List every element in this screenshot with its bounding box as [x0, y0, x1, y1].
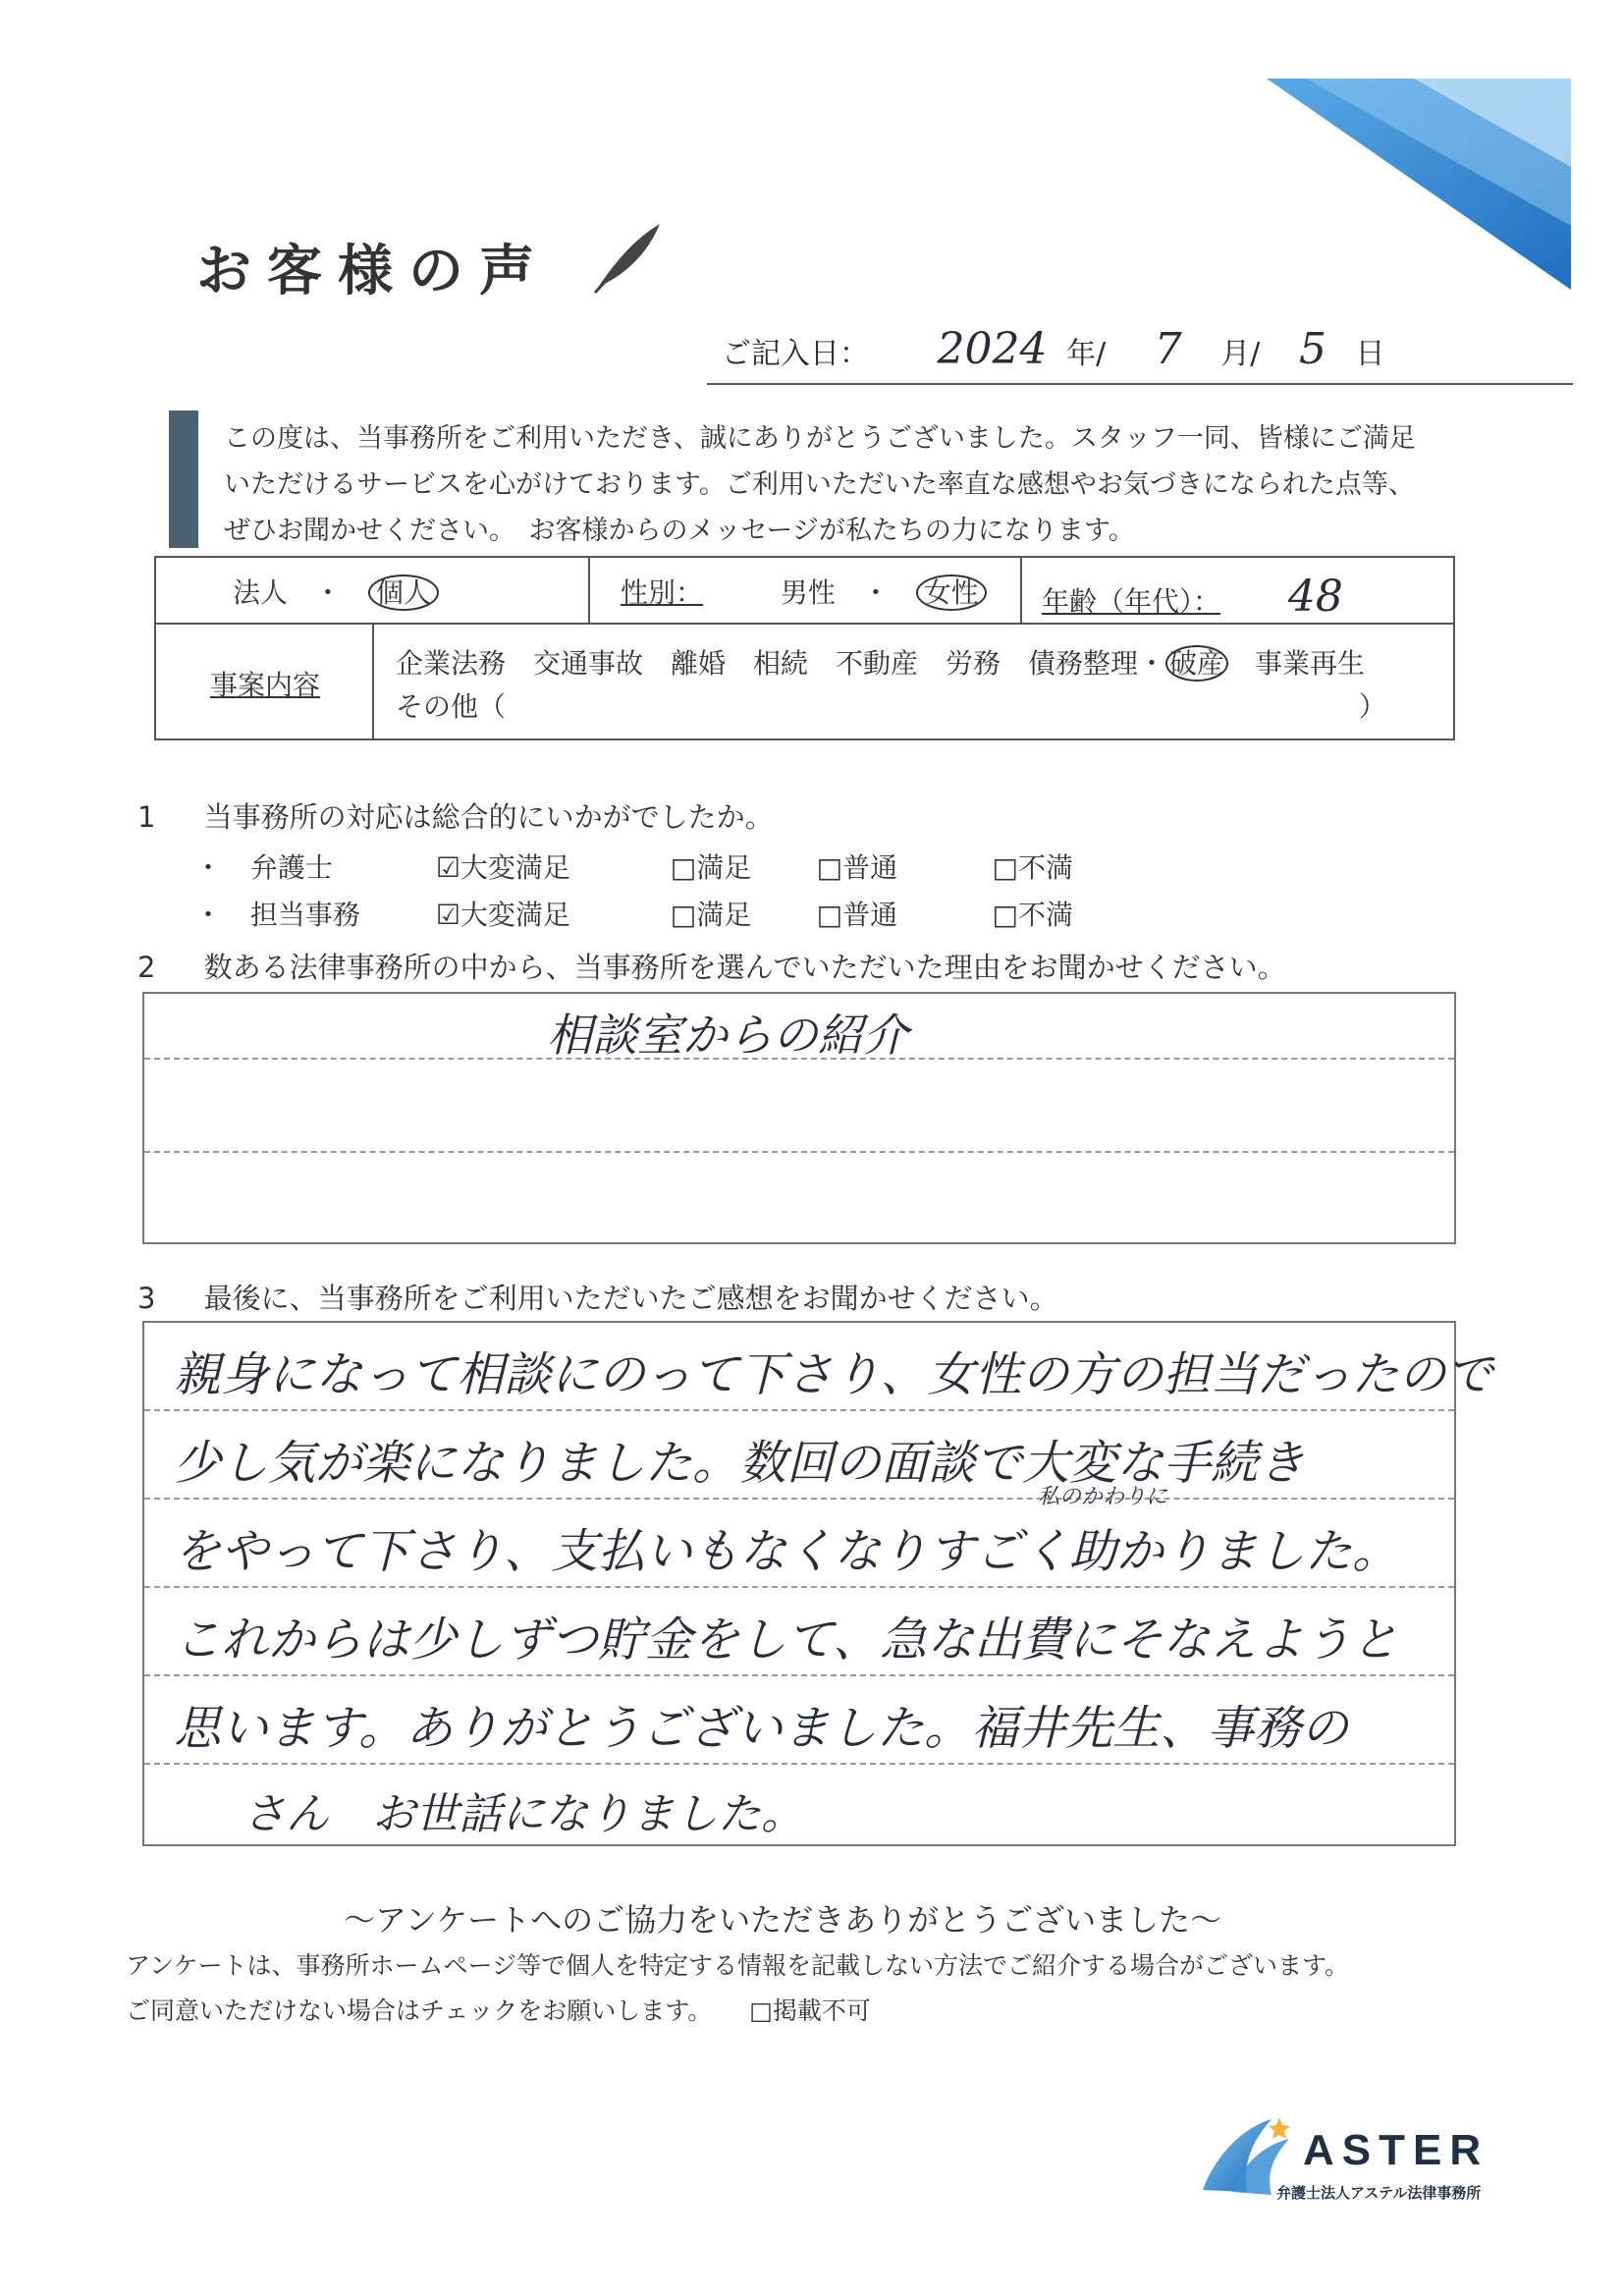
- date-month[interactable]: 7: [1154, 324, 1182, 374]
- q3-answer-box[interactable]: [142, 1321, 1493, 1846]
- q1-staff-satisfied[interactable]: □満足: [670, 899, 752, 931]
- age-value[interactable]: 48: [1287, 572, 1343, 622]
- q3-text: 最後に、当事務所をご利用いただいたご感想をお聞かせください。: [203, 1282, 1058, 1315]
- q1-row-staff: [194, 894, 1073, 933]
- male-option[interactable]: 男性: [780, 576, 836, 609]
- intro-line: いただけるサービスを心がけております。ご利用いただいた率直な感想やお気づきになられた点等、: [224, 469, 1415, 500]
- bullet: ・: [194, 899, 223, 931]
- case-label: 事案内容: [210, 669, 321, 701]
- q3-line: 少し気が楽になりました。数回の面談で大変な手続き: [174, 1436, 1306, 1491]
- intro-line: この度は、当事務所をご利用いただき、誠にありがとうございました。スタッフ一同、皆様にご満足: [224, 423, 1416, 454]
- consent-text: ご同意いただけない場合はチェックをお願いします。: [126, 1996, 713, 2025]
- q1-staff-normal[interactable]: □普通: [816, 899, 898, 931]
- q1-row-lawyer: [194, 847, 1073, 886]
- q2-answer: 相談室からの紹介: [547, 1009, 908, 1062]
- date-year[interactable]: 2024: [937, 324, 1048, 374]
- q1-lawyer-normal[interactable]: □普通: [816, 851, 898, 884]
- q1-staff-very-satisfied[interactable]: ☑大変満足: [435, 899, 570, 931]
- date-label: ご記入日：: [722, 337, 869, 371]
- rehab-option[interactable]: 事業再生: [1254, 647, 1365, 680]
- q1-lawyer-satisfied[interactable]: □満足: [670, 851, 752, 884]
- no-publish-checkbox[interactable]: □掲載不可: [749, 1996, 871, 2025]
- bullet: ・: [194, 851, 223, 884]
- date-row: [722, 324, 1384, 374]
- q2-number: 2: [137, 951, 156, 984]
- page-title: お客様の声: [196, 240, 550, 303]
- q3-question: [137, 1277, 1058, 1317]
- q3-line: 思います。ありがとうございました。福井先生、事務の: [174, 1701, 1349, 1756]
- age-label: 年齢（年代）：: [1042, 585, 1221, 618]
- q3-number: 3: [137, 1282, 156, 1315]
- other-label: その他（: [396, 690, 507, 723]
- q3-annotation: 私のかわりに: [1038, 1485, 1168, 1509]
- gender-label: 性別：: [621, 576, 704, 609]
- individual-option[interactable]: 個人: [368, 574, 439, 611]
- date-underline: [707, 383, 1573, 385]
- intro-accent-bar: [169, 410, 198, 548]
- q1-staff-label: 担当事務: [249, 899, 360, 931]
- q1-text: 当事務所の対応は総合的にいかがでしたか。: [203, 800, 774, 834]
- q2-answer-box[interactable]: [142, 992, 1456, 1244]
- age: [1042, 572, 1343, 622]
- date-day[interactable]: 5: [1298, 324, 1326, 374]
- gender: [621, 572, 987, 611]
- case-options[interactable]: 企業法務 交通事故 離婚 相続 不動産 労務 債務整理・: [396, 647, 1166, 680]
- q1-lawyer-label: 弁護士: [249, 851, 333, 884]
- info-table: [154, 556, 1455, 740]
- client-type: [233, 572, 439, 611]
- q1-lawyer-dissatisfied[interactable]: □不満: [992, 851, 1074, 884]
- bankruptcy-option[interactable]: 破産: [1165, 645, 1228, 682]
- case-items: [396, 642, 1365, 682]
- logo-name: ASTER: [1303, 2126, 1489, 2174]
- q1-lawyer-very-satisfied[interactable]: ☑大変満足: [435, 851, 570, 884]
- other-close: ）: [1358, 690, 1386, 723]
- q1-staff-dissatisfied[interactable]: □不満: [992, 899, 1074, 931]
- corner-decoration: [1267, 79, 1571, 290]
- logo-subtitle: 弁護士法人アステル法律事務所: [1276, 2184, 1482, 2202]
- date-month-unit: 月/: [1220, 337, 1261, 371]
- q3-line: をやって下さり、支払いもなくなりすごく助かりました。: [174, 1524, 1400, 1579]
- case-other[interactable]: [396, 685, 1386, 725]
- q1-number: 1: [137, 800, 156, 834]
- feather-icon: [589, 218, 668, 297]
- q3-line: さん お世話になりました。: [243, 1789, 804, 1839]
- intro-text: [224, 415, 1530, 554]
- q2-text: 数ある法律事務所の中から、当事務所を選んでいただいた理由をお聞かせください。: [203, 951, 1286, 984]
- thanks-message: 〜アンケートへのご協力をいただきありがとうございました〜: [344, 1901, 1222, 1939]
- privacy-note: アンケートは、事務所ホームページ等で個人を特定する情報を記載しない方法でご紹介する場合がございます。: [126, 1951, 1350, 1980]
- corp-option[interactable]: 法人: [233, 576, 289, 609]
- q3-line: 親身になって相談にのって下さり、女性の方の担当だったので: [174, 1347, 1493, 1402]
- date-year-unit: 年/: [1066, 337, 1107, 371]
- q1-question: [137, 795, 774, 836]
- q3-line: これからは少しずつ貯金をして、急な出費にそなえようと: [174, 1613, 1399, 1667]
- consent-note: [126, 1992, 871, 2027]
- date-day-unit: 日: [1355, 337, 1385, 371]
- female-option[interactable]: 女性: [916, 574, 987, 611]
- separator: ・: [861, 576, 890, 609]
- separator: ・: [313, 576, 342, 609]
- q2-question: [137, 946, 1286, 986]
- intro-line: ぜひお聞かせください。 お客様からのメッセージが私たちの力になります。: [224, 516, 1135, 546]
